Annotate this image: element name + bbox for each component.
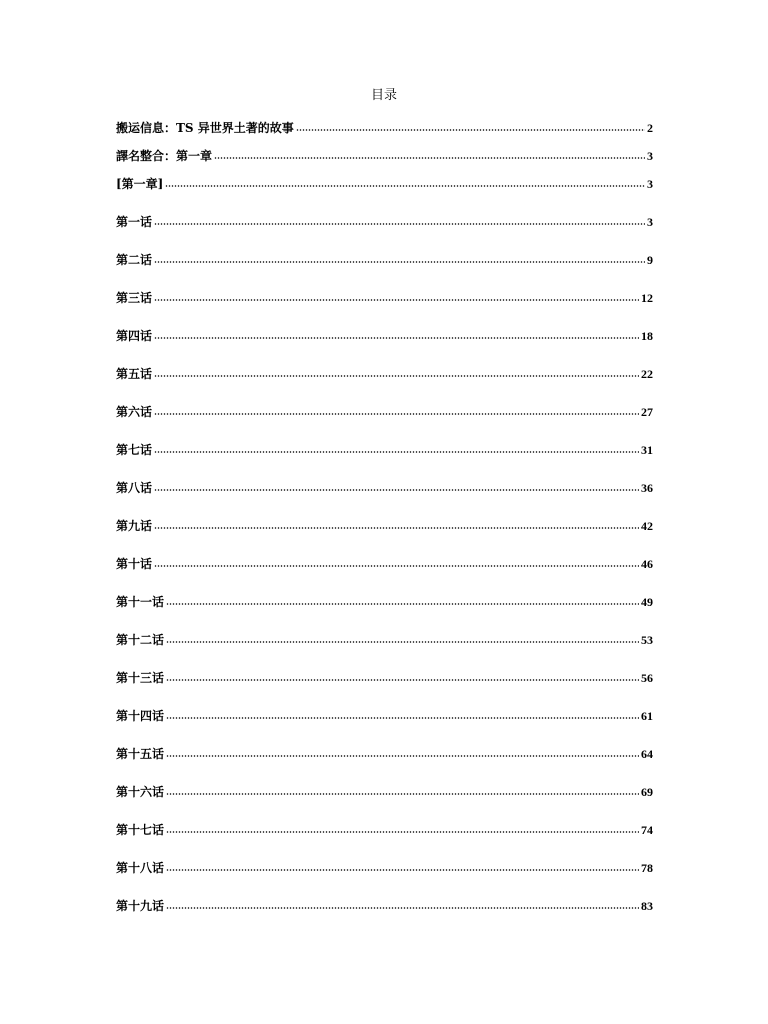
toc-entry[interactable] xyxy=(116,552,653,572)
toc-entry[interactable] xyxy=(116,666,653,686)
toc-entry-page: 3 xyxy=(647,149,653,163)
toc-entry-label: 第六话 xyxy=(116,405,153,419)
dot-leader xyxy=(166,830,639,834)
toc-entry[interactable] xyxy=(116,628,653,648)
dot-leader xyxy=(166,716,639,720)
toc-entry[interactable] xyxy=(116,742,653,762)
toc-entry-label: 搬运信息：TS 异世界土著的故事 xyxy=(116,121,294,135)
dot-leader xyxy=(154,374,639,378)
toc-entry-page: 74 xyxy=(641,823,653,837)
toc-entry-label: 第十话 xyxy=(116,557,153,571)
dot-leader xyxy=(296,128,645,132)
toc-entry-label: 第十二话 xyxy=(116,633,165,647)
toc-entry[interactable] xyxy=(116,780,653,800)
dot-leader xyxy=(154,336,639,340)
toc-entry-page: 9 xyxy=(647,253,653,267)
dot-leader xyxy=(154,298,639,302)
toc-entry[interactable] xyxy=(116,818,653,838)
toc-entry-label: [第一章] xyxy=(116,177,164,191)
toc-entry-label: 譯名整合：第一章 xyxy=(116,149,213,163)
toc-list xyxy=(116,116,653,914)
toc-entry-label: 第十四话 xyxy=(116,709,165,723)
dot-leader xyxy=(166,602,639,606)
toc-entry-page: 46 xyxy=(641,557,653,571)
dot-leader xyxy=(166,906,639,910)
toc-entry[interactable] xyxy=(116,476,653,496)
dot-leader xyxy=(154,564,639,568)
toc-entry-label: 第二话 xyxy=(116,253,153,267)
toc-entry-page: 49 xyxy=(641,595,653,609)
toc-entry-label: 第三话 xyxy=(116,291,153,305)
toc-entry-page: 69 xyxy=(641,785,653,799)
toc-entry-page: 78 xyxy=(641,861,653,875)
toc-entry[interactable] xyxy=(116,704,653,724)
dot-leader xyxy=(165,184,645,188)
toc-entry[interactable] xyxy=(116,144,653,164)
dot-leader xyxy=(166,678,639,682)
dot-leader xyxy=(154,488,639,492)
toc-entry[interactable] xyxy=(116,856,653,876)
toc-entry-page: 27 xyxy=(641,405,653,419)
dot-leader xyxy=(154,450,639,454)
toc-entry-label: 第十九话 xyxy=(116,899,165,913)
toc-entry-page: 31 xyxy=(641,443,653,457)
toc-entry-page: 12 xyxy=(641,291,653,305)
toc-entry-label: 第一话 xyxy=(116,215,153,229)
toc-entry[interactable] xyxy=(116,248,653,268)
toc-entry[interactable] xyxy=(116,210,653,230)
dot-leader xyxy=(154,526,639,530)
toc-entry-label: 第七话 xyxy=(116,443,153,457)
toc-entry-page: 2 xyxy=(647,121,653,135)
toc-entry[interactable] xyxy=(116,894,653,914)
toc-entry-page: 56 xyxy=(641,671,653,685)
toc-entry-label: 第十一话 xyxy=(116,595,165,609)
toc-entry-label: 第八话 xyxy=(116,481,153,495)
toc-entry-page: 61 xyxy=(641,709,653,723)
toc-entry[interactable] xyxy=(116,590,653,610)
toc-entry[interactable] xyxy=(116,116,653,136)
toc-entry-page: 18 xyxy=(641,329,653,343)
toc-entry[interactable] xyxy=(116,362,653,382)
toc-entry-label: 第十六话 xyxy=(116,785,165,799)
toc-entry-label: 第九话 xyxy=(116,519,153,533)
toc-entry-label: 第十五话 xyxy=(116,747,165,761)
toc-entry-label: 第十七话 xyxy=(116,823,165,837)
dot-leader xyxy=(154,260,645,264)
toc-entry[interactable] xyxy=(116,400,653,420)
toc-entry-label: 第四话 xyxy=(116,329,153,343)
toc-entry[interactable] xyxy=(116,324,653,344)
toc-title: 目录 xyxy=(370,88,397,103)
dot-leader xyxy=(166,640,639,644)
toc-entry-page: 3 xyxy=(647,177,653,191)
dot-leader xyxy=(154,412,639,416)
toc-entry-page: 36 xyxy=(641,481,653,495)
toc-entry[interactable] xyxy=(116,286,653,306)
toc-entry-label: 第十八话 xyxy=(116,861,165,875)
dot-leader xyxy=(214,156,645,160)
dot-leader xyxy=(166,868,639,872)
toc-entry-page: 83 xyxy=(641,899,653,913)
toc-entry-page: 53 xyxy=(641,633,653,647)
dot-leader xyxy=(166,754,639,758)
toc-entry-page: 64 xyxy=(641,747,653,761)
toc-entry[interactable] xyxy=(116,438,653,458)
dot-leader xyxy=(166,792,639,796)
toc-entry-chapter[interactable] xyxy=(116,172,653,192)
toc-entry[interactable] xyxy=(116,514,653,534)
toc-entry-label: 第五话 xyxy=(116,367,153,381)
toc-entry-page: 3 xyxy=(647,215,653,229)
toc-entry-page: 22 xyxy=(641,367,653,381)
dot-leader xyxy=(154,222,645,226)
toc-entry-page: 42 xyxy=(641,519,653,533)
toc-entry-label: 第十三话 xyxy=(116,671,165,685)
